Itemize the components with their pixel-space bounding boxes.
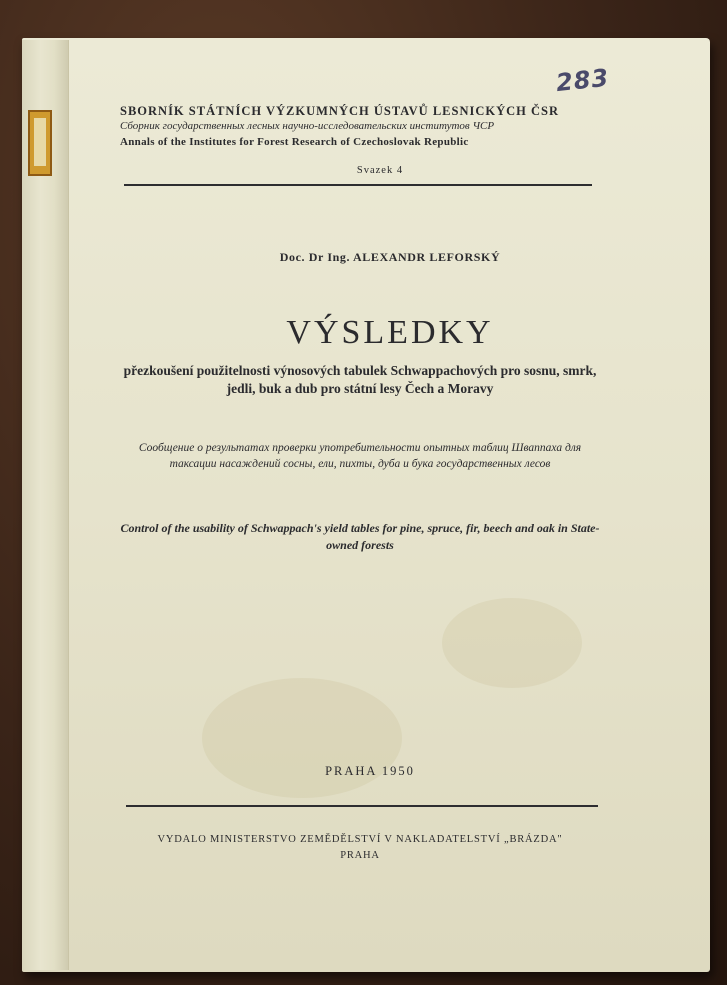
top-divider bbox=[124, 184, 592, 186]
subtitle-russian: Сообщение о результатах проверки употребительности опытных таблиц Шваппаха для таксации насаждений сосны, ели, пихты, дуба и бука государственных лесов bbox=[138, 442, 582, 470]
publisher-line-2: PRAHA bbox=[340, 850, 380, 861]
book-spine bbox=[22, 40, 69, 970]
paper-stain bbox=[202, 678, 402, 798]
series-title-english: Annals of the Institutes for Forest Research of Czechoslovak Republic bbox=[120, 136, 469, 148]
cover-fold bbox=[68, 40, 69, 970]
author-name: Doc. Dr Ing. ALEXANDR LEFORSKÝ bbox=[279, 250, 501, 264]
publisher-line-1: VYDALO MINISTERSTVO ZEMĚDĚLSTVÍ V NAKLADATELSTVÍ „BRÁZDA" bbox=[157, 834, 563, 845]
series-title-russian: Сборник государственных лесных научно-исследовательских институтов ЧСР bbox=[120, 120, 495, 132]
publisher bbox=[100, 832, 620, 864]
place-and-year: PRAHA 1950 bbox=[325, 764, 415, 778]
pencil-note: 283 bbox=[554, 63, 611, 98]
subtitle-czech: přezkoušení použitelnosti výnosových tabulek Schwappachových pro sosnu, smrk, jedli, buk a dub pro státní lesy Čech a Moravy bbox=[123, 363, 597, 396]
volume-number: Svazek 4 bbox=[356, 165, 404, 176]
book-title: VÝSLEDKY bbox=[286, 314, 494, 351]
bottom-divider bbox=[126, 805, 598, 807]
spine-label-inner bbox=[34, 118, 46, 166]
series-title-czech: SBORNÍK STÁTNÍCH VÝZKUMNÝCH ÚSTAVŮ LESNICKÝCH ČSR bbox=[120, 104, 560, 118]
paper-stain bbox=[442, 598, 582, 688]
subtitle-english: Control of the usability of Schwappach's yield tables for pine, spruce, fir, beech and oak in State-owned forests bbox=[120, 521, 600, 552]
spine-label bbox=[28, 110, 52, 176]
